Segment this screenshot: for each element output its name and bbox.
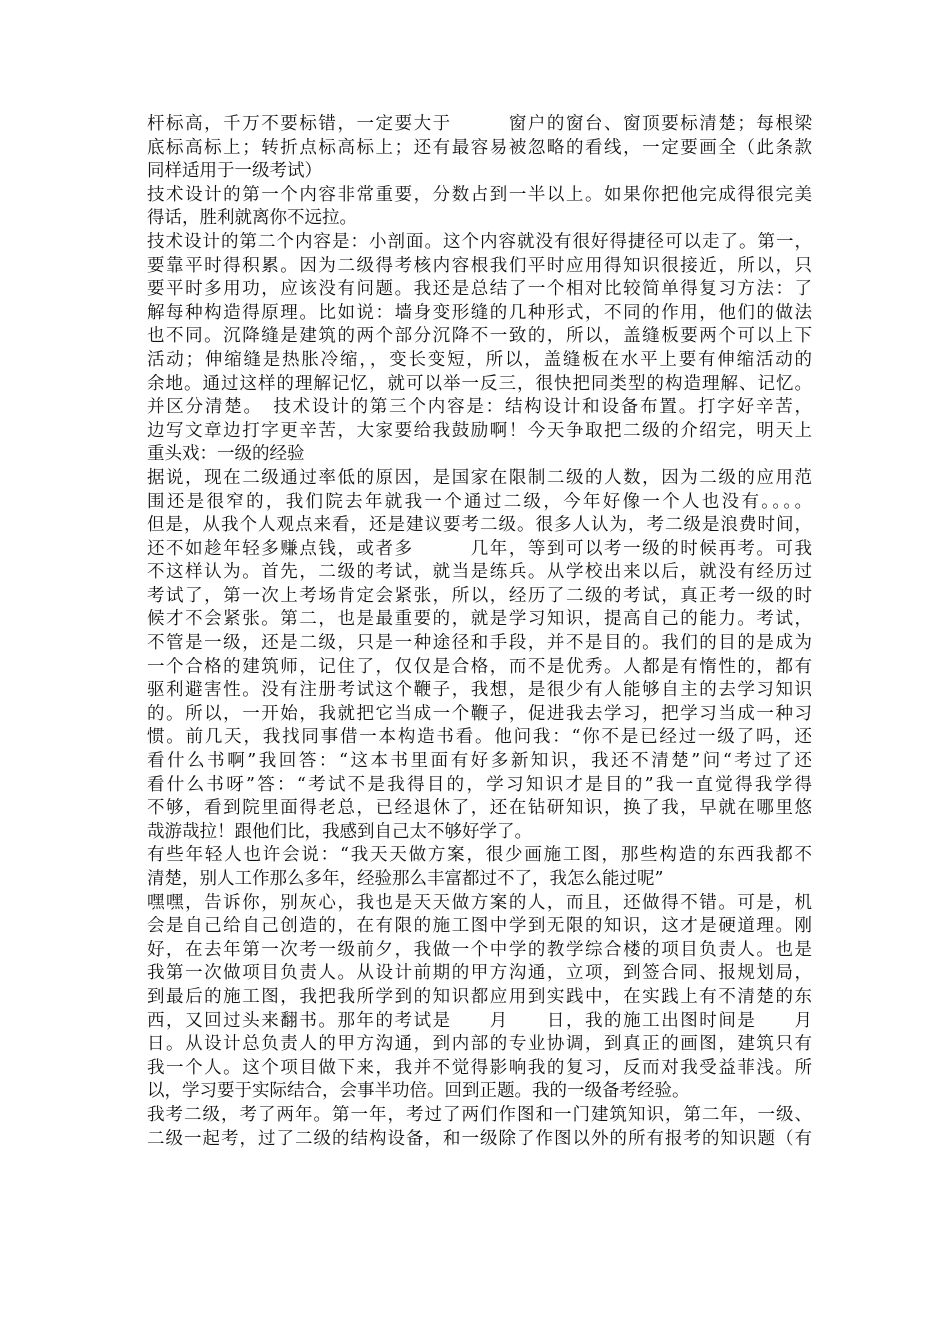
text-line: 边写文章边打字更辛苦，大家要给我鼓励啊！今天争取把二级的介绍完，明天上 [147,420,812,441]
text-line: 惯。前几天，我找同事借一本构造书看。他问我：“你不是已经过一级了吗，还 [147,727,812,748]
text-line: 技术设计的第二个内容是：小剖面。这个内容就没有很好得捷径可以走了。第一， [147,231,812,252]
text-line: 要靠平时得积累。因为二级得考核内容根我们平时应用得知识很接近，所以，只 [147,255,812,276]
text-line: 我第一次做项目负责人。从设计前期的甲方沟通，立项，到签合同、报规划局， [147,963,812,984]
text-line: 并区分清楚。 技术设计的第三个内容是：结构设计和设备布置。打字好辛苦， [147,397,812,418]
text-line: 的。所以，一开始，我就把它当成一个鞭子，促进我去学习，把学习当成一种习 [147,703,812,724]
text-line: 还不如趁年轻多赚点钱，或者多 几年，等到可以考一级的时候再考。可我 [147,538,812,559]
text-line: 底标高标上；转折点标高标上；还有最容易被忽略的看线，一定要画全（此条款 [147,137,812,158]
text-line: 技术设计的第一个内容非常重要，分数占到一半以上。如果你把他完成得很完美 [147,184,812,205]
text-line: 我考二级，考了两年。第一年，考过了两们作图和一门建筑知识，第二年，一级、 [147,1104,812,1125]
text-line: 好，在去年第一次考一级前夕，我做一个中学的教学综合楼的项目负责人。也是 [147,939,812,960]
text-line: 不够，看到院里面得老总，已经退休了，还在钻研知识，换了我，早就在哪里悠 [147,798,812,819]
text-line: 解每种构造得原理。比如说：墙身变形缝的几种形式，不同的作用，他们的做法 [147,302,812,323]
text-line: 围还是很窄的，我们院去年就我一个通过二级，今年好像一个人也没有。。。。 [147,491,812,512]
text-line: 也不同。沉降缝是建筑的两个部分沉降不一致的，所以，盖缝板要两个可以上下 [147,326,812,347]
text-line: 不管是一级，还是二级，只是一种途径和手段，并不是目的。我们的目的是成为 [147,633,812,654]
text-line: 重头戏：一级的经验 [147,444,305,465]
text-line: 以，学习要于实际结合，会事半功倍。回到正题。我的一级备考经验。 [147,1081,690,1102]
text-line: 有些年轻人也许会说：“我天天做方案，很少画施工图，那些构造的东西我都不 [147,845,812,866]
body-text [147,113,812,1151]
text-line: 得话，胜利就离你不远拉。 [147,208,357,229]
text-line: 驱利避害性。没有注册考试这个鞭子，我想，是很少有人能够自主的去学习知识 [147,680,812,701]
text-line: 要平时多用功，应该没有问题。我还是总结了一个相对比较简单得复习方法：了 [147,279,812,300]
text-line: 哉游哉拉！跟他们比，我感到自己太不够好学了。 [147,821,532,842]
text-line: 清楚，别人工作那么多年，经验那么丰富都过不了，我怎么能过呢” [147,869,664,889]
text-line: 一个合格的建筑师，记住了，仅仅是合格，而不是优秀。人都是有惰性的，都有 [147,656,812,677]
text-line: 同样适用于一级考试） [147,161,322,182]
text-line: 考试了，第一次上考场肯定会紧张，所以，经历了二级的考试，真正考一级的时 [147,585,812,606]
text-line: 看什么书呀”答：“考试不是我得目的，学习知识才是目的”我一直觉得我学得 [147,774,812,795]
text-line: 看什么书啊”我回答：“这本书里面有好多新知识，我还不清楚”问“考过了还 [147,751,812,772]
text-line: 会是自己给自己创造的，在有限的施工图中学到无限的知识，这才是硬道理。刚 [147,916,812,937]
text-line: 嘿嘿，告诉你，别灰心，我也是天天做方案的人，而且，还做得不错。可是，机 [147,892,812,913]
text-line: 到最后的施工图，我把我所学到的知识都应用到实践中，在实践上有不清楚的东 [147,986,812,1007]
text-line: 杆标高，千万不要标错，一定要大于 窗户的窗台、窗顶要标清楚；每根梁 [147,114,812,134]
text-line: 二级一起考，过了二级的结构设备，和一级除了作图以外的所有报考的知识题（有 [147,1128,812,1149]
text-line: 不这样认为。首先，二级的考试，就当是练兵。从学校出来以后，就没有经历过 [147,562,812,583]
text-line: 余地。通过这样的理解记忆，就可以举一反三，很快把同类型的构造理解、记忆。 [147,373,812,394]
text-line: 据说，现在二级通过率低的原因，是国家在限制二级的人数，因为二级的应用范 [147,467,812,488]
text-line: 我一个人。这个项目做下来，我并不觉得影响我的复习，反而对我受益菲浅。所 [147,1057,812,1078]
text-line: 候才不会紧张。第二，也是最重要的，就是学习知识，提高自己的能力。考试， [147,609,812,630]
text-line: 但是，从我个人观点来看，还是建议要考二级。很多人认为，考二级是浪费时间， [147,515,812,536]
text-line: 西，又回过头来翻书。那年的考试是 月 日，我的施工出图时间是 月 [147,1010,812,1031]
text-line: 活动；伸缩缝是热胀冷缩，，变长变短，所以，盖缝板在水平上要有伸缩活动的 [147,349,812,370]
text-line: 日。从设计总负责人的甲方沟通，到内部的专业协调，到真正的画图，建筑只有 [147,1034,812,1055]
